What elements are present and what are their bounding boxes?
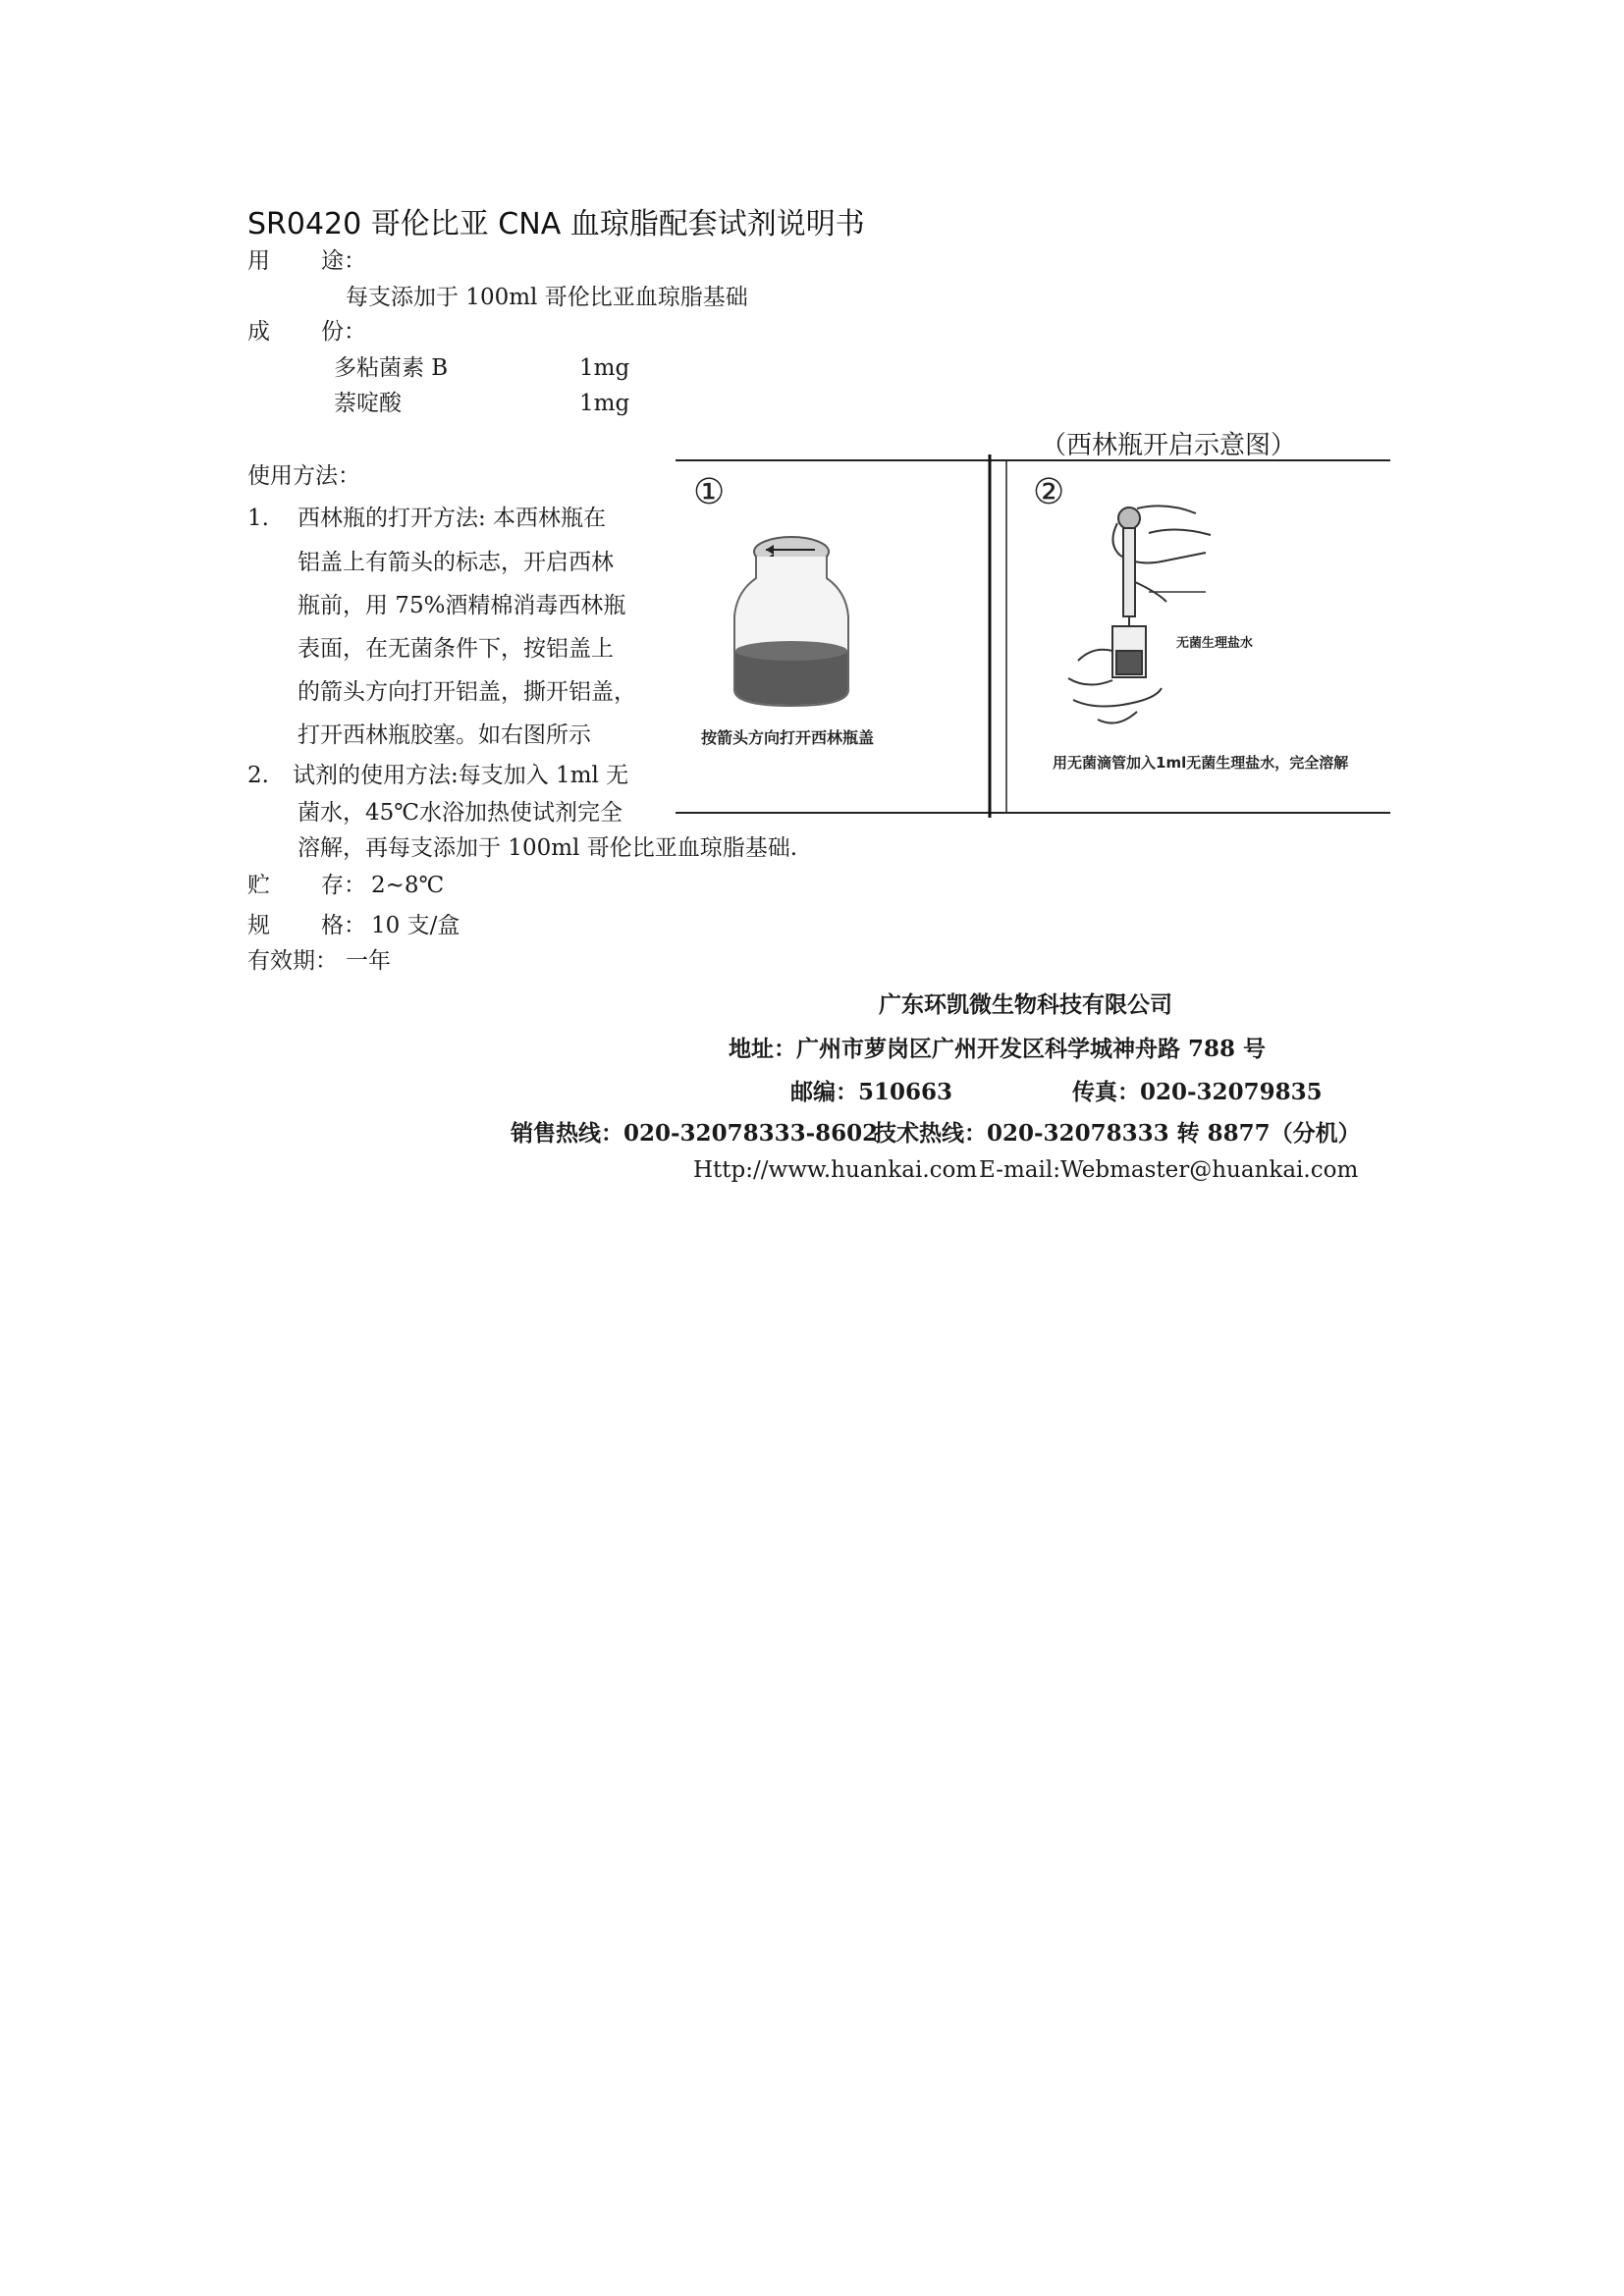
- panel1-number: ①: [693, 472, 726, 512]
- company-fax: 传真：020-32079835: [1072, 1079, 1323, 1105]
- panel1-caption: 按箭头方向打开西林瓶盖: [701, 728, 875, 747]
- usage-text: 每支添加于 100ml 哥伦比亚血琼脂基础: [346, 285, 748, 310]
- composition-item-name: 萘啶酸: [334, 391, 402, 416]
- step1-line: 西林瓶的打开方法: 本西林瓶在: [298, 506, 607, 531]
- diagram-illustration: [676, 454, 1390, 818]
- spec-value: 10 支/盒: [371, 913, 460, 938]
- panel2-caption: 用无菌滴管加入1ml无菌生理盐水，完全溶解: [1053, 754, 1349, 772]
- vial-opening-diagram: [676, 454, 1390, 818]
- validity-label: 有效期：: [247, 948, 338, 974]
- usage-label-b: 途：: [321, 248, 366, 274]
- step1-line: 打开西林瓶胶塞。如右图所示: [298, 722, 591, 748]
- step2-line: 菌水，45℃水浴加热使试剂完全: [298, 800, 623, 826]
- composition-label-b: 份：: [321, 319, 366, 345]
- composition-label-a: 成: [247, 319, 270, 345]
- step1-number: 1.: [247, 506, 269, 531]
- composition-item-amount: 1mg: [579, 391, 630, 416]
- spec-label-a: 规: [247, 913, 270, 938]
- step2-line: 试剂的使用方法:每支加入 1ml 无: [293, 763, 629, 788]
- step2-line: 溶解，再每支添加于 100ml 哥伦比亚血琼脂基础.: [298, 835, 797, 861]
- sales-hotline: 销售热线：020-32078333-8602: [511, 1120, 879, 1147]
- vial-icon: [734, 537, 848, 706]
- panel2-pointer-label: 无菌生理盐水: [1176, 636, 1254, 651]
- dropper-illustration: [1068, 506, 1211, 722]
- page-title: SR0420 哥伦比亚 CNA 血琼脂配套试剂说明书: [247, 207, 865, 241]
- company-postcode: 邮编：510663: [790, 1079, 953, 1105]
- company-name: 广东环凯微生物科技有限公司: [879, 991, 1172, 1018]
- method-heading: 使用方法：: [247, 463, 360, 489]
- step1-line: 铝盖上有箭头的标志，开启西林: [298, 550, 614, 575]
- diagram-caption: （西林瓶开启示意图）: [1041, 431, 1297, 460]
- composition-item-name: 多粘菌素 B: [334, 355, 449, 381]
- tech-hotline: 技术热线：020-32078333 转 8877（分机）: [874, 1120, 1361, 1147]
- step1-line: 的箭头方向打开铝盖，撕开铝盖，: [298, 679, 636, 705]
- company-website-link[interactable]: Http://www.huankai.com: [693, 1157, 978, 1183]
- usage-label-a: 用: [247, 248, 270, 274]
- storage-value: 2~8℃: [371, 873, 445, 898]
- panel2-number: ②: [1033, 472, 1065, 512]
- company-address: 地址：广州市萝岗区广州开发区科学城神舟路 788 号: [729, 1036, 1267, 1062]
- spec-label-b: 格：: [321, 913, 366, 938]
- storage-label-b: 存：: [321, 873, 366, 898]
- step1-line: 表面，在无菌条件下，按铝盖上: [298, 636, 614, 662]
- step1-line: 瓶前，用 75%酒精棉消毒西林瓶: [298, 593, 626, 618]
- composition-item-amount: 1mg: [579, 355, 630, 381]
- validity-value: 一年: [346, 948, 391, 974]
- company-email-link[interactable]: E-mail:Webmaster@huankai.com: [979, 1157, 1359, 1183]
- storage-label-a: 贮: [247, 873, 270, 898]
- step2-number: 2.: [247, 763, 269, 788]
